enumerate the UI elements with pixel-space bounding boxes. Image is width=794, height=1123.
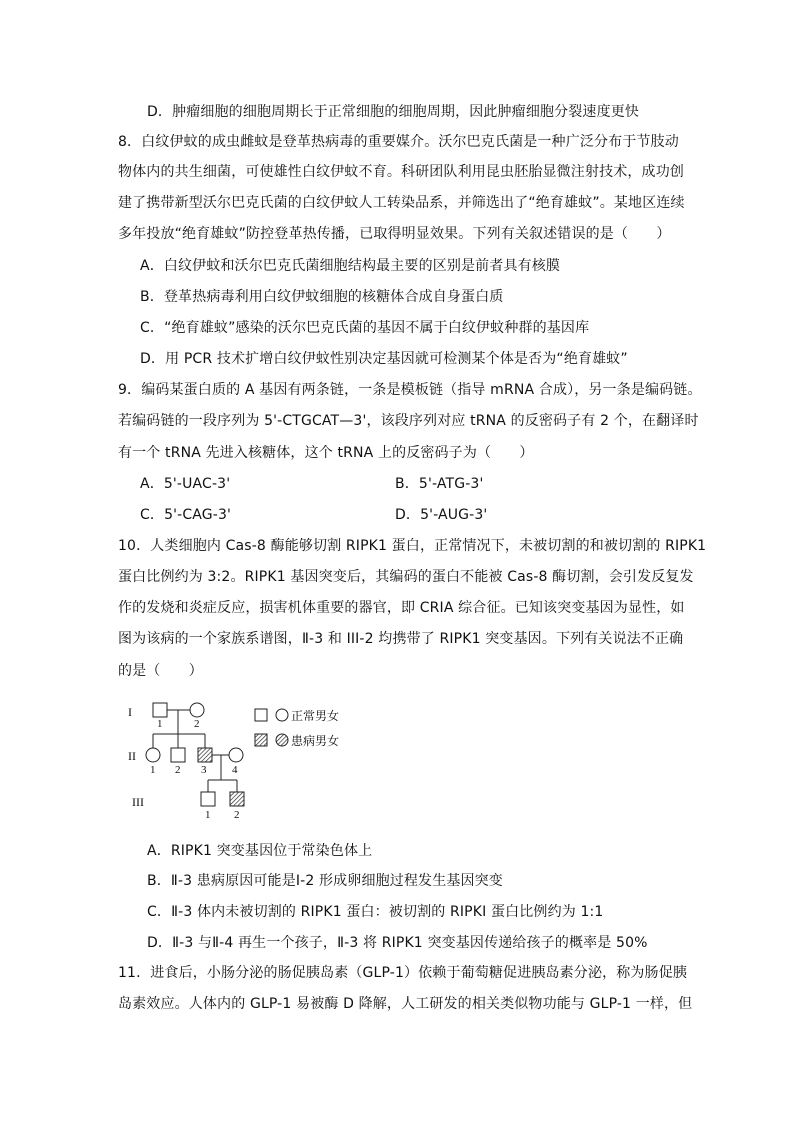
q8-option-c: C．“绝育雄蚊”感染的沃尔巴克氏菌的基因不属于白纹伊蚊种群的基因库: [140, 320, 590, 336]
pedigree-affected-male-III-2: [230, 792, 244, 806]
q9-stem-line-3: 有一个 tRNA 先进入核糖体，这个 tRNA 上的反密码子为（ ）: [118, 445, 534, 461]
generation-label-2: II: [128, 749, 136, 763]
q9-option-a: A．5'-UAC-3': [140, 476, 231, 492]
q10-option-d: D．Ⅱ-3 与Ⅱ-4 再生一个孩子，Ⅱ-3 将 RIPK1 突变基因传递给孩子的概率是 50%: [147, 935, 648, 951]
legend-normal-male-icon: [255, 709, 267, 721]
pedigree-female-II-1: [146, 748, 160, 762]
legend-normal-female-icon: [276, 709, 288, 721]
q8-stem-line-2: 物体内的共生细菌，可使雄性白纹伊蚊不育。科研团队利用昆虫胚胎显微注射技术，成功创: [118, 164, 684, 180]
legend-affected-label: 患病男女: [291, 734, 340, 748]
pedigree-number-III-1: 1: [205, 809, 211, 821]
q10-option-c: C．Ⅱ-3 体内未被切割的 RIPK1 蛋白：被切割的 RIPKI 蛋白比例约为 1:1: [147, 904, 604, 920]
q10-stem-line-1: 10．人类细胞内 Cas-8 酶能够切割 RIPK1 蛋白，正常情况下，未被切割的和被切割的 RIPK1: [118, 538, 707, 554]
q8-option-d: D．用 PCR 技术扩增白纹伊蚊性别决定基因就可检测某个体是否为“绝育雄蚊”: [140, 351, 628, 367]
q10-stem-line-5: 的是（ ）: [118, 663, 203, 679]
generation-label-3: III: [132, 795, 144, 809]
q10-stem-line-4: 图为该病的一个家族系谱图，Ⅱ-3 和 III-2 均携带了 RIPK1 突变基因。下列有关说法不正确: [118, 631, 684, 647]
q8-stem-line-1: 8．白纹伊蚊的成虫雌蚊是登革热病毒的重要媒介。沃尔巴克氏菌是一种广泛分布于节肢动: [118, 134, 679, 150]
pedigree-female-I-2: [190, 703, 204, 717]
pedigree-number-II-1: 1: [150, 764, 156, 776]
pedigree-male-II-2: [171, 748, 185, 762]
q9-stem-line-1: 9．编码某蛋白质的 A 基因有两条链，一条是模板链（指导 mRNA 合成），另一条是编码链。: [118, 382, 702, 398]
q8-stem-line-3: 建了携带新型沃尔巴克氏菌的白纹伊蚊人工转染品系，并筛选出了“绝育雄蚊”。某地区连续: [118, 195, 685, 211]
q11-stem-line-2: 岛素效应。人体内的 GLP-1 易被酶 D 降解，人工研发的相关类似物功能与 GLP-1 一样，但: [118, 996, 693, 1012]
q8-stem-line-4: 多年投放“绝育雄蚊”防控登革热传播，已取得明显效果。下列有关叙述错误的是（ ）: [118, 226, 671, 242]
q10-option-a: A．RIPK1 突变基因位于常染色体上: [147, 843, 373, 859]
generation-label-1: I: [128, 705, 132, 719]
q10-stem-line-3: 作的发烧和炎症反应，损害机体重要的器官，即 CRIA 综合征。已知该突变基因为显性，如: [118, 600, 685, 616]
q11-stem-line-1: 11．进食后，小肠分泌的肠促胰岛素（GLP-1）依赖于葡萄糖促进胰岛素分泌，称为肠促胰: [118, 965, 688, 981]
q9-option-c: C．5'-CAG-3': [140, 507, 231, 523]
q10-stem-line-2: 蛋白比例约为 3:2。RIPK1 基因突变后，其编码的蛋白不能被 Cas-8 酶切割，会引发反复发: [118, 569, 694, 585]
legend-affected-female-icon: [276, 734, 288, 746]
pedigree-male-I-1: [153, 703, 167, 717]
pedigree-affected-male-II-3: [198, 748, 212, 762]
pedigree-number-II-3: 3: [201, 764, 207, 776]
q8-option-b: B．登革热病毒利用白纹伊蚊细胞的核糖体合成自身蛋白质: [140, 289, 504, 305]
pedigree-number-III-2: 2: [234, 809, 240, 821]
q10-option-b: B．Ⅱ-3 患病原因可能是Ⅰ-2 形成卵细胞过程发生基因突变: [147, 873, 503, 889]
q9-stem-line-2: 若编码链的一段序列为 5'-CTGCAT—3'，该段序列对应 tRNA 的反密码子有 2 个，在翻译时: [118, 413, 699, 429]
pedigree-number-II-4: 4: [232, 764, 238, 776]
pedigree-number-II-2: 2: [175, 764, 181, 776]
legend-affected-male-icon: [255, 734, 267, 746]
legend-normal-label: 正常男女: [291, 709, 340, 723]
q7-option-d: D．肿瘤细胞的细胞周期长于正常细胞的细胞周期，因此肿瘤细胞分裂速度更快: [147, 104, 640, 120]
q8-option-a: A．白纹伊蚊和沃尔巴克氏菌细胞结构最主要的区别是前者具有核膜: [140, 258, 561, 274]
pedigree-male-III-1: [201, 792, 215, 806]
pedigree-number-I-1: 1: [157, 718, 163, 730]
pedigree-chart: [120, 694, 380, 822]
q9-option-b: B．5'-ATG-3': [395, 476, 484, 492]
pedigree-female-II-4: [229, 748, 243, 762]
q9-option-d: D．5'-AUG-3': [395, 507, 488, 523]
pedigree-number-I-2: 2: [194, 718, 200, 730]
